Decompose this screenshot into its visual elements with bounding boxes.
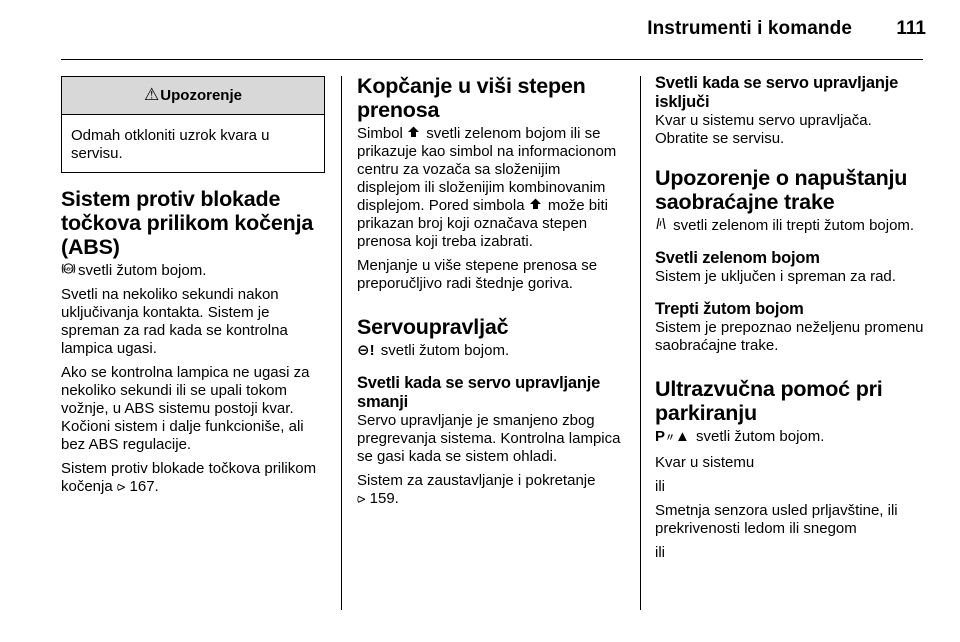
page-reference-icon bbox=[357, 490, 365, 507]
abs-heading: Sistem protiv blokade točkova prilikom kočenja (ABS) bbox=[61, 187, 314, 259]
abs-lamp-icon bbox=[61, 262, 76, 280]
park-paragraph-3: Smetnja senzora usled prljavštine, ili prekrivenosti ledom ili snegom bbox=[655, 502, 898, 537]
abs-p3-text: Sistem protiv blokade točkova prilikom kočenja bbox=[61, 460, 317, 495]
lane-green-heading: Svetli zelenom bojom bbox=[655, 249, 820, 267]
servo-p2-text: Sistem za zaustavljanje i pokretanje bbox=[357, 472, 596, 489]
gear-paragraph-2: Menjanje u više stepene prenosa se preporučljivo radi štednje goriva. bbox=[357, 257, 598, 292]
abs-icon-text: svetli žutom bojom. bbox=[78, 262, 207, 279]
lane-yellow-heading: Trepti žutom bojom bbox=[655, 300, 804, 318]
servo-heading: Servoupravljač bbox=[357, 315, 509, 339]
lane-icon-text: svetli zelenom ili trepti žutom bojom. bbox=[673, 217, 915, 234]
warning-title: Upozorenje bbox=[160, 87, 242, 104]
parking-assist-icon: P〃▲ bbox=[655, 428, 690, 445]
warning-triangle-icon: ⚠ bbox=[144, 85, 160, 104]
gear-shift-heading: Kopčanje u viši stepen prenosa bbox=[357, 74, 586, 122]
servo-paragraph-2 bbox=[357, 472, 627, 508]
servo-off-text: Kvar u sistemu servo upravljača. Obratite se servisu. bbox=[655, 112, 872, 147]
page-reference-icon bbox=[117, 478, 125, 495]
shift-up-icon bbox=[407, 125, 420, 143]
servo-icon-line bbox=[357, 342, 627, 360]
column-2 bbox=[357, 74, 627, 514]
lane-departure-icon bbox=[655, 217, 667, 235]
park-icon-text: svetli žutom bojom. bbox=[696, 428, 825, 445]
column-1 bbox=[61, 74, 325, 502]
park-paragraph-4: ili bbox=[655, 544, 665, 561]
park-paragraph-2: ili bbox=[655, 478, 665, 495]
header-rule bbox=[61, 59, 923, 60]
gear-p1b: svetli zelenom bojom ili se prikazuje kao simbol na informacionom centru za vozača sa složenijim displejom ili složenijim kombinovanim displejom. Pored simbola bbox=[357, 125, 617, 214]
column-divider-2 bbox=[640, 76, 641, 610]
servo-off-heading: Svetli kada se servo upravljanje isključi bbox=[655, 74, 899, 111]
svg-text:ABS: ABS bbox=[63, 266, 74, 272]
abs-paragraph-1: Svetli na nekoliko sekundi nakon uključivanja kontakta. Sistem je spreman za rad kada se kontrolna lampica ugasi. bbox=[61, 286, 288, 357]
abs-paragraph-2: Ako se kontrolna lampica ne ugasi za nekoliko sekundi ili se upali tokom vožnje, u ABS sistemu postoji kvar. Kočioni sistem i dalje funkcioniše, ali bez ABS regulacije. bbox=[61, 364, 310, 453]
servo-paragraph-1: Servo upravljanje je smanjeno zbog pregrevanja sistema. Kontrolna lampica se gasi kada se sistem ohladi. bbox=[357, 412, 621, 465]
lane-yellow-text: Sistem je prepoznao neželjenu promenu saobraćajne trake. bbox=[655, 319, 924, 354]
column-divider-1 bbox=[341, 76, 342, 610]
page-header-title: Instrumenti i komande bbox=[647, 18, 852, 39]
servo-reduced-heading: Svetli kada se servo upravljanje smanji bbox=[357, 374, 601, 411]
park-icon-line bbox=[655, 428, 925, 448]
warning-text: Odmah otkloniti uzrok kvara u servisu. bbox=[71, 127, 270, 162]
gear-paragraph-1 bbox=[357, 125, 627, 251]
column-3 bbox=[655, 74, 925, 568]
gear-p1a: Simbol bbox=[357, 125, 403, 142]
shift-up-icon bbox=[529, 197, 542, 215]
gear-p1c: može biti prikazan broj koji označava stepen prenosa koji treba izabrati. bbox=[357, 197, 608, 250]
servo-page-reference[interactable]: 159. bbox=[369, 490, 399, 507]
abs-paragraph-3 bbox=[61, 460, 325, 496]
warning-box bbox=[61, 76, 325, 173]
power-steering-icon: ⊖! bbox=[357, 342, 375, 359]
servo-icon-text: svetli žutom bojom. bbox=[380, 342, 510, 359]
abs-page-reference[interactable]: 167. bbox=[129, 478, 159, 495]
park-paragraph-1: Kvar u sistemu bbox=[655, 454, 755, 471]
abs-icon-line bbox=[61, 262, 325, 280]
warning-box-header bbox=[62, 77, 324, 115]
park-assist-heading: Ultrazvučna pomoć pri parkiranju bbox=[655, 377, 883, 425]
page-number: 111 bbox=[896, 18, 926, 39]
lane-heading: Upozorenje o napuštanju saobraćajne trake bbox=[655, 166, 908, 214]
lane-icon-line bbox=[655, 217, 925, 235]
lane-green-text: Sistem je uključen i spreman za rad. bbox=[655, 268, 896, 285]
